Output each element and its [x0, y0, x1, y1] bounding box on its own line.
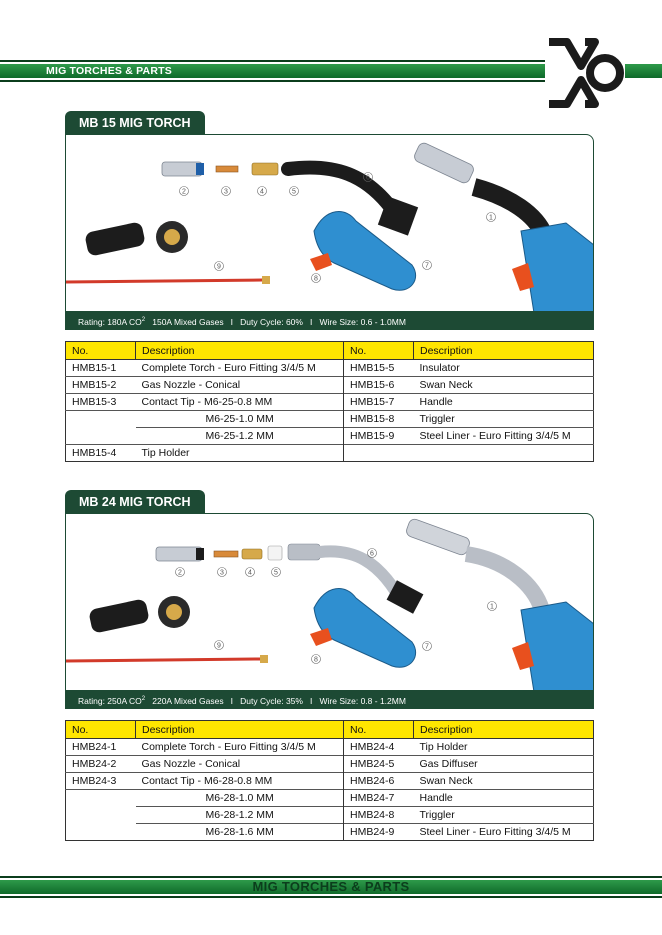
part-description: Swan Neck — [414, 377, 594, 394]
part-description: Triggler — [414, 807, 594, 824]
part-number: HMB24-4 — [350, 741, 395, 753]
brand-logo — [545, 38, 625, 108]
part-number: HMB24-7 — [344, 790, 414, 807]
part-number: HMB24-1 — [72, 741, 117, 753]
part-description: Contact Tip - M6-25-0.8 MM — [136, 394, 344, 411]
trigger-icon — [310, 253, 332, 271]
part-description: Handle — [414, 790, 594, 807]
svg-text:2: 2 — [178, 569, 182, 577]
part-number: HMB24-9 — [344, 824, 414, 841]
part-number: HMB15-9 — [344, 428, 414, 445]
spec-bar-mb15: Rating: 180A $CO^2$ 150A Mixed Gases I Duty Cycle: 60% I Wire Size: 0.6 - 1.0MM — [66, 311, 593, 329]
table-header-row — [66, 721, 594, 739]
table-row — [66, 428, 594, 445]
part-number: HMB15-5 — [350, 362, 395, 374]
part-number: HMB24-6 — [344, 773, 414, 790]
callout-8 — [312, 655, 321, 664]
svg-text:4: 4 — [248, 569, 252, 577]
callout-7 — [423, 261, 432, 270]
callout-5 — [272, 568, 281, 577]
table-header-row — [66, 342, 594, 360]
section-image-mb24 — [65, 513, 594, 709]
contact-tip-icon — [216, 166, 238, 172]
col-header-description: Description — [414, 721, 594, 739]
table-row — [66, 790, 594, 807]
part-number: HMB24-8 — [344, 807, 414, 824]
part-number: HMB24-2 — [66, 756, 136, 773]
svg-text:2: 2 — [182, 188, 186, 196]
gas-nozzle-band-icon — [196, 163, 204, 175]
part-number: HMB15-1 — [72, 362, 117, 374]
col-header-no: No. — [66, 721, 136, 739]
header-title: MIG TORCHES & PARTS — [46, 65, 172, 77]
col-header-no: No. — [344, 721, 414, 739]
spec-duty-cycle: Duty Cycle: 35% — [240, 695, 303, 706]
euro-connector-icon — [88, 598, 150, 634]
part-number — [344, 445, 414, 462]
part-description: M6-28-1.2 MM — [136, 807, 344, 824]
part-number — [66, 411, 136, 428]
part-number: HMB15-7 — [344, 394, 414, 411]
footer-title: MIG TORCHES & PARTS — [252, 879, 410, 894]
gas-nozzle-band-icon — [196, 548, 204, 560]
part-number: HMB24-5 — [344, 756, 414, 773]
spec-wire-size: Wire Size: 0.6 - 1.0MM — [319, 316, 406, 327]
callout-7 — [423, 642, 432, 651]
svg-text:3: 3 — [220, 569, 224, 577]
gas-diffuser-icon — [268, 546, 282, 560]
callout-4 — [258, 187, 267, 196]
part-description: Tip Holder — [136, 445, 344, 462]
callout-1 — [488, 602, 497, 611]
callout-8 — [312, 274, 321, 283]
callout-2 — [180, 187, 189, 196]
part-number — [66, 428, 136, 445]
part-number: HMB15-2 — [66, 377, 136, 394]
svg-text:9: 9 — [217, 263, 221, 271]
svg-text:8: 8 — [314, 275, 318, 283]
steel-liner-icon — [66, 659, 260, 661]
part-number: HMB15-8 — [344, 411, 414, 428]
spec-mixed-gases: 220A Mixed Gases — [152, 695, 224, 706]
section-title-mb15: MB 15 MIG TORCH — [65, 111, 205, 135]
parts-table-mb24 — [65, 720, 594, 841]
callout-4 — [246, 568, 255, 577]
svg-text:5: 5 — [274, 569, 278, 577]
table-row — [66, 411, 594, 428]
spec-wire-size: Wire Size: 0.8 - 1.2MM — [319, 695, 406, 706]
part-description: Tip Holder — [419, 741, 468, 753]
table-row — [66, 739, 594, 756]
col-header-description: Description — [136, 721, 344, 739]
section-title-mb24: MB 24 MIG TORCH — [65, 490, 205, 514]
part-number: HMB24-3 — [66, 773, 136, 790]
callout-9 — [215, 262, 224, 271]
table-row — [66, 394, 594, 411]
torch-nozzle-icon — [405, 518, 471, 557]
trigger-icon — [310, 628, 332, 646]
euro-connector-pin-icon — [164, 229, 180, 245]
spec-rating-sup: 2 — [141, 696, 146, 702]
spec-rating: Rating: 250A CO — [78, 695, 142, 706]
spec-duty-cycle: Duty Cycle: 60% — [240, 316, 303, 327]
spec-rating: Rating: 180A CO — [78, 316, 142, 327]
part-number: HMB15-6 — [344, 377, 414, 394]
svg-text:7: 7 — [425, 262, 429, 270]
part-description: Swan Neck — [414, 773, 594, 790]
header-stripe — [0, 80, 545, 82]
part-description: Steel Liner - Euro Fitting 3/4/5 M — [414, 428, 594, 445]
torch-nozzle-icon — [413, 141, 476, 184]
gas-nozzle-icon — [156, 547, 202, 561]
svg-text:8: 8 — [314, 656, 318, 664]
tip-holder-icon — [242, 549, 262, 559]
part-description: M6-28-1.0 MM — [136, 790, 344, 807]
col-header-no: No. — [66, 342, 136, 360]
steel-liner-end-icon — [260, 655, 268, 663]
callout-9 — [215, 641, 224, 650]
footer-band — [0, 876, 662, 902]
table-row — [66, 824, 594, 841]
col-header-description: Description — [136, 342, 344, 360]
callout-5 — [290, 187, 299, 196]
part-number: HMB15-4 — [66, 445, 136, 462]
steel-liner-icon — [66, 280, 262, 282]
torch-handle-icon — [521, 223, 594, 313]
part-description — [414, 445, 594, 462]
part-number — [66, 790, 136, 807]
part-description: Gas Nozzle - Conical — [136, 377, 344, 394]
col-header-no: No. — [344, 342, 414, 360]
part-number — [66, 807, 136, 824]
callout-6 — [368, 549, 377, 558]
mb15-parts-illustration — [66, 135, 594, 313]
table-row — [66, 377, 594, 394]
euro-connector-pin-icon — [166, 604, 182, 620]
svg-text:9: 9 — [217, 642, 221, 650]
part-description: M6-25-1.2 MM — [136, 428, 344, 445]
part-description: M6-28-1.6 MM — [136, 824, 344, 841]
part-description: Insulator — [419, 362, 460, 374]
table-row — [66, 445, 594, 462]
svg-text:7: 7 — [425, 643, 429, 651]
part-description: Gas Nozzle - Conical — [136, 756, 344, 773]
table-row — [66, 773, 594, 790]
svg-text:6: 6 — [370, 550, 374, 558]
part-description: Complete Torch - Euro Fitting 3/4/5 M — [136, 360, 344, 377]
swan-neck-icon — [320, 551, 396, 592]
torch-handle-icon — [521, 602, 594, 692]
steel-liner-end-icon — [262, 276, 270, 284]
tip-holder-icon — [252, 163, 278, 175]
table-row — [66, 756, 594, 773]
parts-table-mb15 — [65, 341, 594, 462]
table-row — [66, 807, 594, 824]
part-description: Contact Tip - M6-28-0.8 MM — [136, 773, 344, 790]
torch-neck-icon — [466, 554, 542, 610]
svg-text:6: 6 — [366, 174, 370, 182]
header-stripe — [0, 60, 545, 62]
part-description: Gas Diffuser — [414, 756, 594, 773]
part-number — [66, 824, 136, 841]
svg-text:5: 5 — [292, 188, 296, 196]
svg-text:3: 3 — [224, 188, 228, 196]
euro-connector-icon — [84, 221, 146, 257]
col-header-description: Description — [414, 342, 594, 360]
spec-rating-sup: 2 — [141, 317, 146, 323]
part-number: HMB15-3 — [66, 394, 136, 411]
part-description: Steel Liner - Euro Fitting 3/4/5 M — [414, 824, 594, 841]
part-description: Handle — [414, 394, 594, 411]
table-row — [66, 360, 594, 377]
callout-2 — [176, 568, 185, 577]
section-image-mb15 — [65, 134, 594, 330]
contact-tip-icon — [214, 551, 238, 557]
svg-text:4: 4 — [260, 188, 264, 196]
part-description: Complete Torch - Euro Fitting 3/4/5 M — [136, 739, 344, 756]
footer-stripe — [0, 876, 662, 878]
callout-3 — [218, 568, 227, 577]
callout-1 — [487, 213, 496, 222]
mb24-parts-illustration — [66, 514, 594, 692]
spec-bar-mb24: Rating: 250A $CO^2$ 220A Mixed Gases I Duty Cycle: 35% I Wire Size: 0.8 - 1.2MM — [66, 690, 593, 708]
part-description: Triggler — [414, 411, 594, 428]
svg-text:1: 1 — [490, 603, 494, 611]
callout-3 — [222, 187, 231, 196]
swan-neck-icon — [288, 168, 392, 209]
torch-neck-icon — [474, 187, 544, 235]
spec-mixed-gases: 150A Mixed Gases — [152, 316, 224, 327]
footer-stripe — [0, 896, 662, 898]
part-description: M6-25-1.0 MM — [136, 411, 344, 428]
svg-text:1: 1 — [489, 214, 493, 222]
